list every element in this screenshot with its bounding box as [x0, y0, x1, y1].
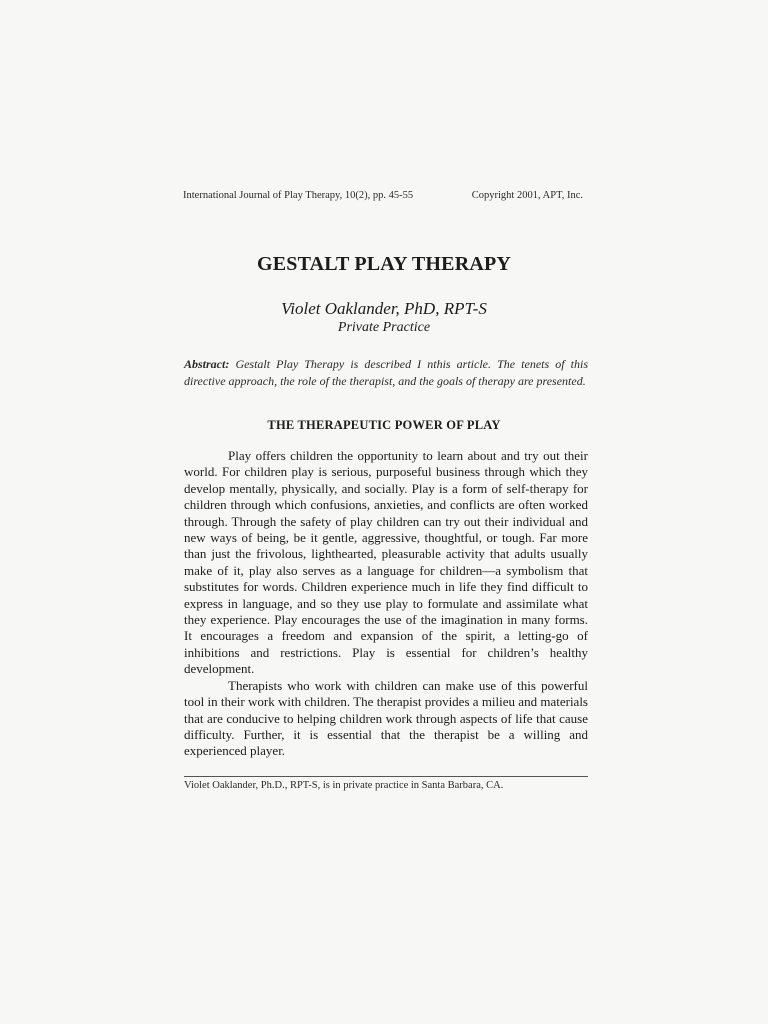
abstract-label: Abstract: [184, 357, 230, 371]
abstract-text: Gestalt Play Therapy is described I nthis article. The tenets of this directive approach, the role of the therapist, and the goals of therapy are presented. [184, 357, 588, 388]
copyright-notice: Copyright 2001, APT, Inc. [471, 190, 583, 201]
footnote-divider [184, 776, 588, 777]
running-header [183, 190, 583, 201]
paragraph: Play offers children the opportunity to learn about and try out their world. For children play is serious, purposeful business through which they develop mentally, physically, and socially. Play is a form of self-therapy for children through which confusions, anxieties, and conflicts are often worked through. Through the safety of play children can try out their individual and new ways of being, be it gentle, aggressive, thoughtful, or tough. Far more than just the frivolous, lighthearted, pleasurable activity that adults usually make of it, play also serves as a language for children—a symbolism that substitutes for words. Children experience much in life they find difficult to express in language, and so they use play to formulate and assimilate what they experience. Play encourages the use of the imagination in many forms. It encourages a freedom and expansion of the spirit, a letting-go of inhibitions and restrictions. Play is essential for children’s healthy development. [184, 448, 588, 677]
author-affiliation: Private Practice [337, 320, 431, 335]
author-name: Violet Oaklander, PhD, RPT-S [281, 299, 487, 318]
footnote: Violet Oaklander, Ph.D., RPT-S, is in private practice in Santa Barbara, CA. [184, 780, 504, 791]
article-title: GESTALT PLAY THERAPY [256, 253, 512, 275]
abstract [184, 356, 588, 390]
journal-citation: International Journal of Play Therapy, 10(2), pp. 45-55 [183, 190, 414, 201]
body-text [184, 448, 588, 760]
section-heading: THE THERAPEUTIC POWER OF PLAY [267, 418, 501, 432]
paragraph: Therapists who work with children can make use of this powerful tool in their work with children. The therapist provides a milieu and materials that are conducive to helping children work through aspects of life that cause difficulty. Further, it is essential that the therapist be a willing and experienced player. [184, 677, 588, 759]
